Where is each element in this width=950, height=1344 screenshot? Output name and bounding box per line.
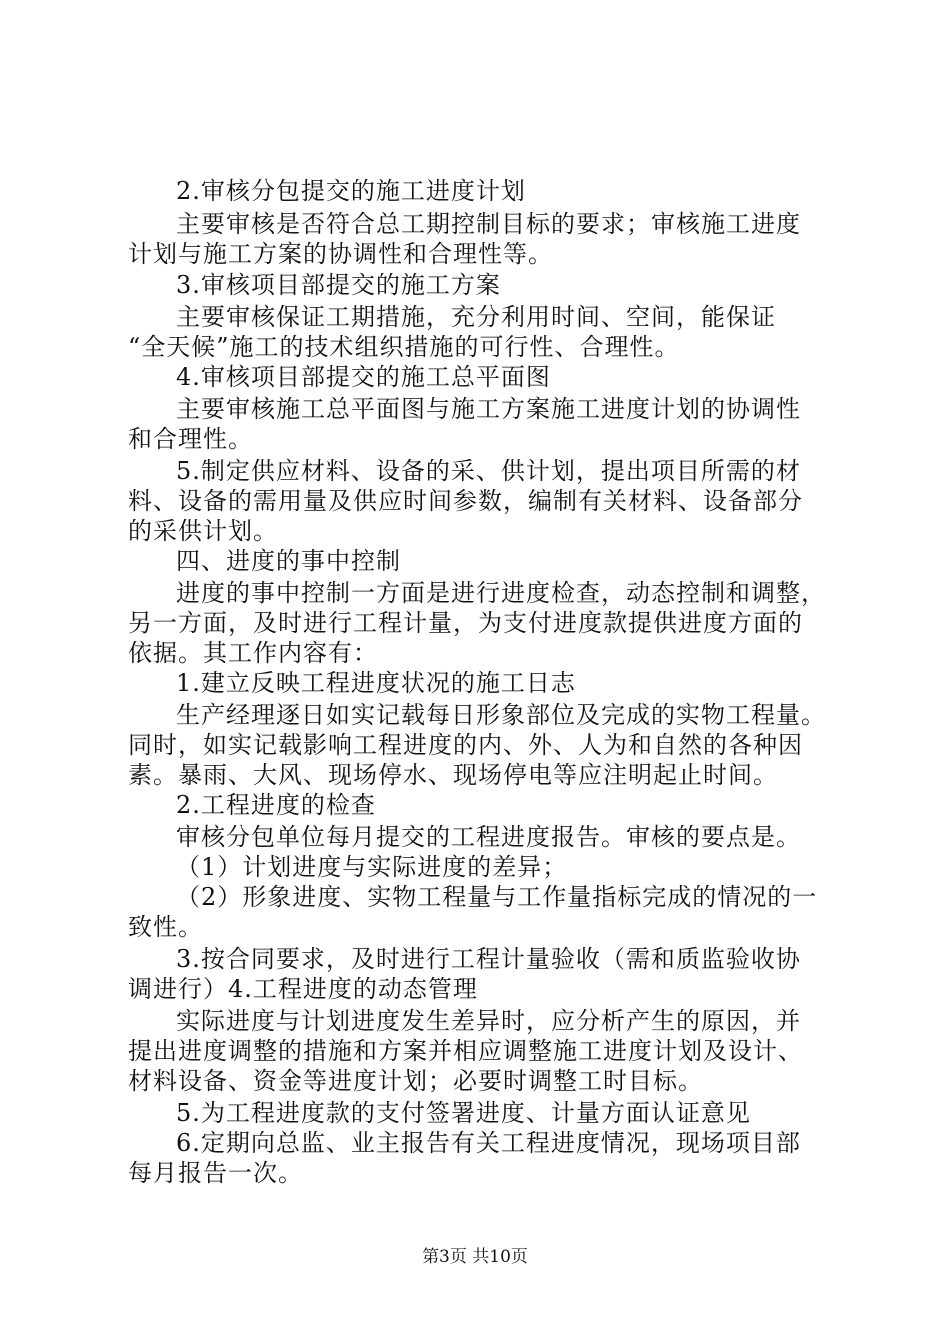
text-line: 计划与施工方案的协调性和合理性等。: [128, 240, 553, 268]
text-line: 的采供计划。: [128, 517, 278, 545]
text-line: 依据。其工作内容有：: [128, 639, 378, 667]
text-line: 2.审核分包提交的施工进度计划: [176, 177, 526, 205]
text-line: 进度的事中控制一方面是进行进度检查，动态控制和调整，: [176, 579, 826, 607]
text-line: 和合理性。: [128, 425, 253, 453]
text-line: 4.审核项目部提交的施工总平面图: [176, 363, 551, 391]
text-line: 另一方面，及时进行工程计量，为支付进度款提供进度方面的: [128, 609, 803, 637]
text-line: 材料设备、资金等进度计划；必要时调整工时目标。: [128, 1067, 703, 1095]
text-line: 1.建立反映工程进度状况的施工日志: [176, 669, 576, 697]
text-line: “全天候”施工的技术组织措施的可行性、合理性。: [128, 333, 680, 361]
text-line: 致性。: [128, 913, 203, 941]
text-line: 3.审核项目部提交的施工方案: [176, 271, 501, 299]
text-line: 提出进度调整的措施和方案并相应调整施工进度计划及设计、: [128, 1037, 803, 1065]
text-line: 5.为工程进度款的支付签署进度、计量方面认证意见: [176, 1099, 751, 1127]
text-line: 同时，如实记载影响工程进度的内、外、人为和自然的各种因: [128, 731, 803, 759]
text-line: 料、设备的需用量及供应时间参数，编制有关材料、设备部分: [128, 487, 803, 515]
text-line: 生产经理逐日如实记载每日形象部位及完成的实物工程量。: [176, 701, 826, 729]
text-line: 审核分包单位每月提交的工程进度报告。审核的要点是。: [176, 823, 801, 851]
text-line: （2）形象进度、实物工程量与工作量指标完成的情况的一: [176, 883, 818, 911]
text-line: 每月报告一次。: [128, 1159, 303, 1187]
text-line: （1）计划进度与实际进度的差异；: [176, 853, 568, 881]
text-line: 2.工程进度的检查: [176, 791, 376, 819]
text-line: 5.制定供应材料、设备的采、供计划，提出项目所需的材: [176, 457, 801, 485]
text-line: 6.定期向总监、业主报告有关工程进度情况，现场项目部: [176, 1129, 801, 1157]
text-line: 素。暴雨、大风、现场停水、现场停电等应注明起止时间。: [128, 761, 778, 789]
page-footer: 第3页 共10页: [422, 1247, 528, 1267]
section-heading: 四、进度的事中控制: [176, 547, 401, 575]
text-line: 调进行）4.工程进度的动态管理: [128, 975, 478, 1003]
text-line: 主要审核是否符合总工期控制目标的要求；审核施工进度: [176, 210, 801, 238]
text-line: 主要审核施工总平面图与施工方案施工进度计划的协调性: [176, 395, 801, 423]
text-line: 主要审核保证工期措施，充分利用时间、空间，能保证: [176, 303, 776, 331]
text-line: 3.按合同要求，及时进行工程计量验收（需和质监验收协: [176, 945, 801, 973]
text-line: 实际进度与计划进度发生差异时，应分析产生的原因，并: [176, 1007, 801, 1035]
